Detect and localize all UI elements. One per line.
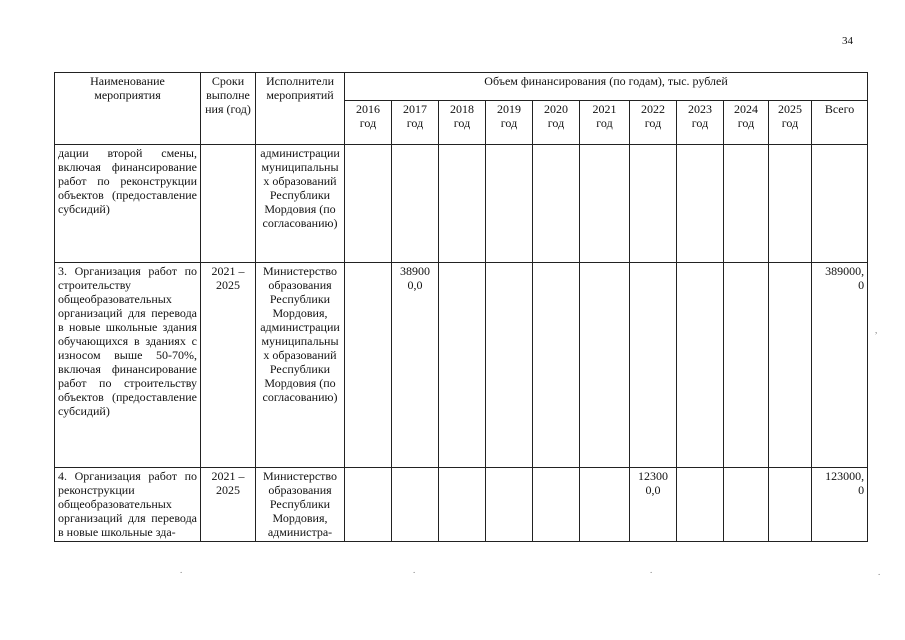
- row-value: [677, 263, 724, 468]
- row-terms: 2021 – 2025: [201, 468, 256, 542]
- row-executor: Министерство образования Республики Мордовия, администра-: [256, 468, 345, 542]
- scan-speck: ,: [875, 325, 878, 335]
- row-value: [724, 468, 769, 542]
- table-row: [55, 145, 868, 263]
- row-total: 389000, 0: [812, 263, 868, 468]
- header-year: 2018 год: [439, 101, 486, 145]
- table-row: [55, 263, 868, 468]
- header-total: Всего: [812, 101, 868, 145]
- header-terms: Сроки выполнения (год): [201, 73, 256, 145]
- header-name: Наименование мероприятия: [55, 73, 201, 145]
- row-terms: 2021 – 2025: [201, 263, 256, 468]
- header-year: 2021 год: [580, 101, 630, 145]
- row-executor: Министерство образования Республики Мордовия, администрации муниципальных образований Республики Мордовия (по согласованию): [256, 263, 345, 468]
- row-value: [769, 263, 812, 468]
- header-year: 2022 год: [630, 101, 677, 145]
- row-value: [439, 145, 486, 263]
- scan-speck: .: [650, 565, 653, 575]
- row-value: [533, 263, 580, 468]
- row-total: [812, 145, 868, 263]
- header-volume: Объем финансирования (по годам), тыс. рублей: [345, 73, 868, 101]
- row-value: [724, 145, 769, 263]
- row-value: [724, 263, 769, 468]
- header-year: 2016 год: [345, 101, 392, 145]
- header-year: 2020 год: [533, 101, 580, 145]
- page-number: 34: [842, 35, 853, 47]
- row-value: [345, 468, 392, 542]
- row-value: [345, 145, 392, 263]
- row-value: [769, 145, 812, 263]
- scan-speck: .: [180, 565, 183, 575]
- header-year: 2019 год: [486, 101, 533, 145]
- header-executors: Исполнители мероприятий: [256, 73, 345, 145]
- row-value: [630, 145, 677, 263]
- row-value: [439, 263, 486, 468]
- row-value: [769, 468, 812, 542]
- row-name: 3. Организация работ по строительству общеобразовательных организаций для перевода в новые школьные здания обучающихся в зданиях с износом выше 50-70%, включая финансирование работ по строительству объектов (предоставление субсидий): [55, 263, 201, 468]
- row-executor: администрации муниципальных образований Республики Мордовия (по согласованию): [256, 145, 345, 263]
- row-terms: [201, 145, 256, 263]
- row-value: [580, 145, 630, 263]
- scan-speck: .: [878, 567, 881, 577]
- row-value: [439, 468, 486, 542]
- row-value: [580, 263, 630, 468]
- row-name: 4. Организация работ по реконструкции общеобразовательных организаций для перевода в новые школьные зда-: [55, 468, 201, 542]
- row-value: [677, 468, 724, 542]
- row-value: [392, 468, 439, 542]
- row-value: [580, 468, 630, 542]
- header-year: 2024 год: [724, 101, 769, 145]
- row-name: дации второй смены, включая финансирование работ по реконструкции объектов (предоставление субсидий): [55, 145, 201, 263]
- row-value: [486, 468, 533, 542]
- financing-table: [54, 72, 868, 542]
- row-value: [486, 263, 533, 468]
- header-year: 2023 год: [677, 101, 724, 145]
- row-value: [486, 145, 533, 263]
- row-value: [345, 263, 392, 468]
- row-value: 12300 0,0: [630, 468, 677, 542]
- header-year: 2025 год: [769, 101, 812, 145]
- header-year: 2017 год: [392, 101, 439, 145]
- row-total: 123000, 0: [812, 468, 868, 542]
- row-value: 38900 0,0: [392, 263, 439, 468]
- row-value: [630, 263, 677, 468]
- scan-speck: .: [413, 565, 416, 575]
- row-value: [677, 145, 724, 263]
- row-value: [533, 145, 580, 263]
- row-value: [392, 145, 439, 263]
- row-value: [533, 468, 580, 542]
- table-row: [55, 468, 868, 542]
